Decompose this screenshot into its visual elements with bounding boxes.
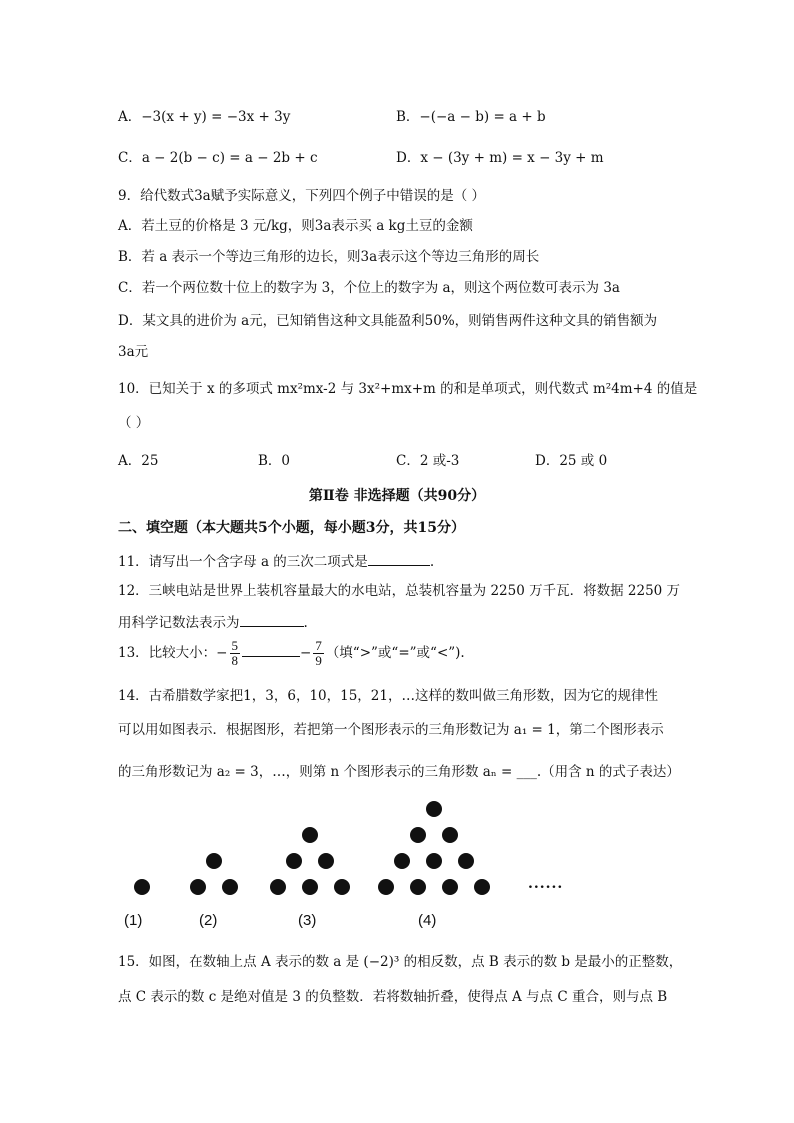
dot-fig4-r4-3 [442, 879, 458, 895]
q9-stem: 9．给代数式3a赋予实际意义，下列四个例子中错误的是（ ） [118, 188, 486, 204]
q15-line1: 15．如图，在数轴上点 A 表示的数 a 是 (−2)³ 的相反数，点 B 表示的数 b 是最小的正整数， [118, 954, 683, 970]
dot-fig2-r2-1 [190, 879, 206, 895]
dot-fig4-r3-2 [426, 853, 442, 869]
q13-prefix: 13．比较大小：− [118, 645, 228, 661]
q9-option-b: B．若 a 表示一个等边三角形的边长，则3a表示这个等边三角形的周长 [118, 249, 540, 265]
figure-caption-4: (4) [418, 912, 437, 929]
q9-option-d-line1: D．某文具的进价为 a元，已知销售这种文具能盈利50%，则销售两件这种文具的销售额为 [118, 313, 658, 329]
q9-option-a: A．若土豆的价格是 3 元/kg，则3a表示买 a kg土豆的金额 [118, 218, 473, 234]
q13-f2-den: 9 [315, 653, 322, 668]
section-title: 第Ⅱ卷 非选择题（共90分） [308, 488, 486, 504]
figure-caption-3: (3) [298, 912, 317, 929]
q8-option-b: B．−(−a − b) = a + b [396, 109, 546, 125]
q10-option-a: A．25 [118, 453, 159, 469]
q14-line2: 可以用如图表示．根据图形，若把第一个图形表示的三角形数记为 a₁ = 1，第二个图形表示 [118, 722, 664, 738]
q10-stem: 10．已知关于 x 的多项式 mx²mx-2 与 3x²+mx+m 的和是单项式，则代数式 m²4m+4 的值是 [118, 381, 698, 397]
figure-ellipsis: ...... [528, 876, 564, 892]
dot-fig4-r3-3 [458, 853, 474, 869]
q12-text: 用科学记数法表示为 [118, 615, 240, 631]
q13-f1-num: 5 [231, 638, 238, 653]
q13-f2-num: 7 [315, 638, 322, 653]
q11-text: 11．请写出一个含字母 a 的三次二项式是 [118, 554, 368, 570]
q14-line3: 的三角形数记为 a₂ = 3，…，则第 n 个图形表示的三角形数 aₙ = ___.（用含 n 的式子表达） [118, 764, 680, 780]
q10-option-d: D．25 或 0 [535, 453, 608, 469]
q8-option-d: D．x − (3y + m) = x − 3y + m [396, 150, 604, 166]
q13-suffix: （填“>”或“=”或“<”). [325, 645, 465, 661]
q15-line2: 点 C 表示的数 c 是绝对值是 3 的负整数．若将数轴折叠，使得点 A 与点 C 重合，则与点 B [118, 989, 668, 1005]
q10-option-b: B．0 [258, 453, 291, 469]
dot-fig3-r3-1 [270, 879, 286, 895]
q14-line1: 14．古希腊数学家把1，3，6，10，15，21，…这样的数叫做三角形数，因为它的规律性 [118, 688, 658, 704]
figure-caption-1: (1) [124, 912, 143, 929]
dot-fig3-r1-1 [302, 827, 318, 843]
q9-option-d-line2: 3a元 [118, 344, 149, 360]
q12-end: . [303, 615, 308, 631]
dot-fig3-r2-2 [318, 853, 334, 869]
figure-caption-2: (2) [199, 912, 218, 929]
q9-option-c: C．若一个两位数十位上的数字为 3，个位上的数字为 a，则这个两位数可表示为 3a [118, 280, 620, 296]
q8-option-c: C．a − 2(b − c) = a − 2b + c [118, 150, 318, 166]
dot-fig4-r2-2 [442, 827, 458, 843]
q13-f1-den: 8 [231, 653, 238, 668]
q13-minus: − [300, 645, 312, 661]
dot-fig2-r1-1 [206, 853, 222, 869]
dot-fig4-r4-2 [410, 879, 426, 895]
dot-fig3-r2-1 [286, 853, 302, 869]
dot-fig2-r2-2 [222, 879, 238, 895]
section-heading: 二、填空题（本大题共5个小题，每小题3分，共15分） [118, 520, 465, 536]
q8-option-a: A．−3(x + y) = −3x + 3y [118, 109, 291, 125]
dot-fig3-r3-2 [302, 879, 318, 895]
dot-fig4-r3-1 [394, 853, 410, 869]
q12-line1: 12．三峡电站是世界上装机容量最大的水电站，总装机容量为 2250 万千瓦．将数据 2250 万 [118, 583, 681, 599]
q10-option-c: C．2 或-3 [396, 453, 460, 469]
dot-fig1-r1-1 [134, 879, 150, 895]
q11-end: . [429, 554, 435, 570]
dot-fig4-r4-4 [474, 879, 490, 895]
dot-fig4-r4-1 [378, 879, 394, 895]
dot-fig4-r1-1 [426, 801, 442, 817]
q10-answer-paren: （ ） [118, 415, 150, 431]
dot-fig3-r3-3 [334, 879, 350, 895]
dot-fig4-r2-1 [410, 827, 426, 843]
